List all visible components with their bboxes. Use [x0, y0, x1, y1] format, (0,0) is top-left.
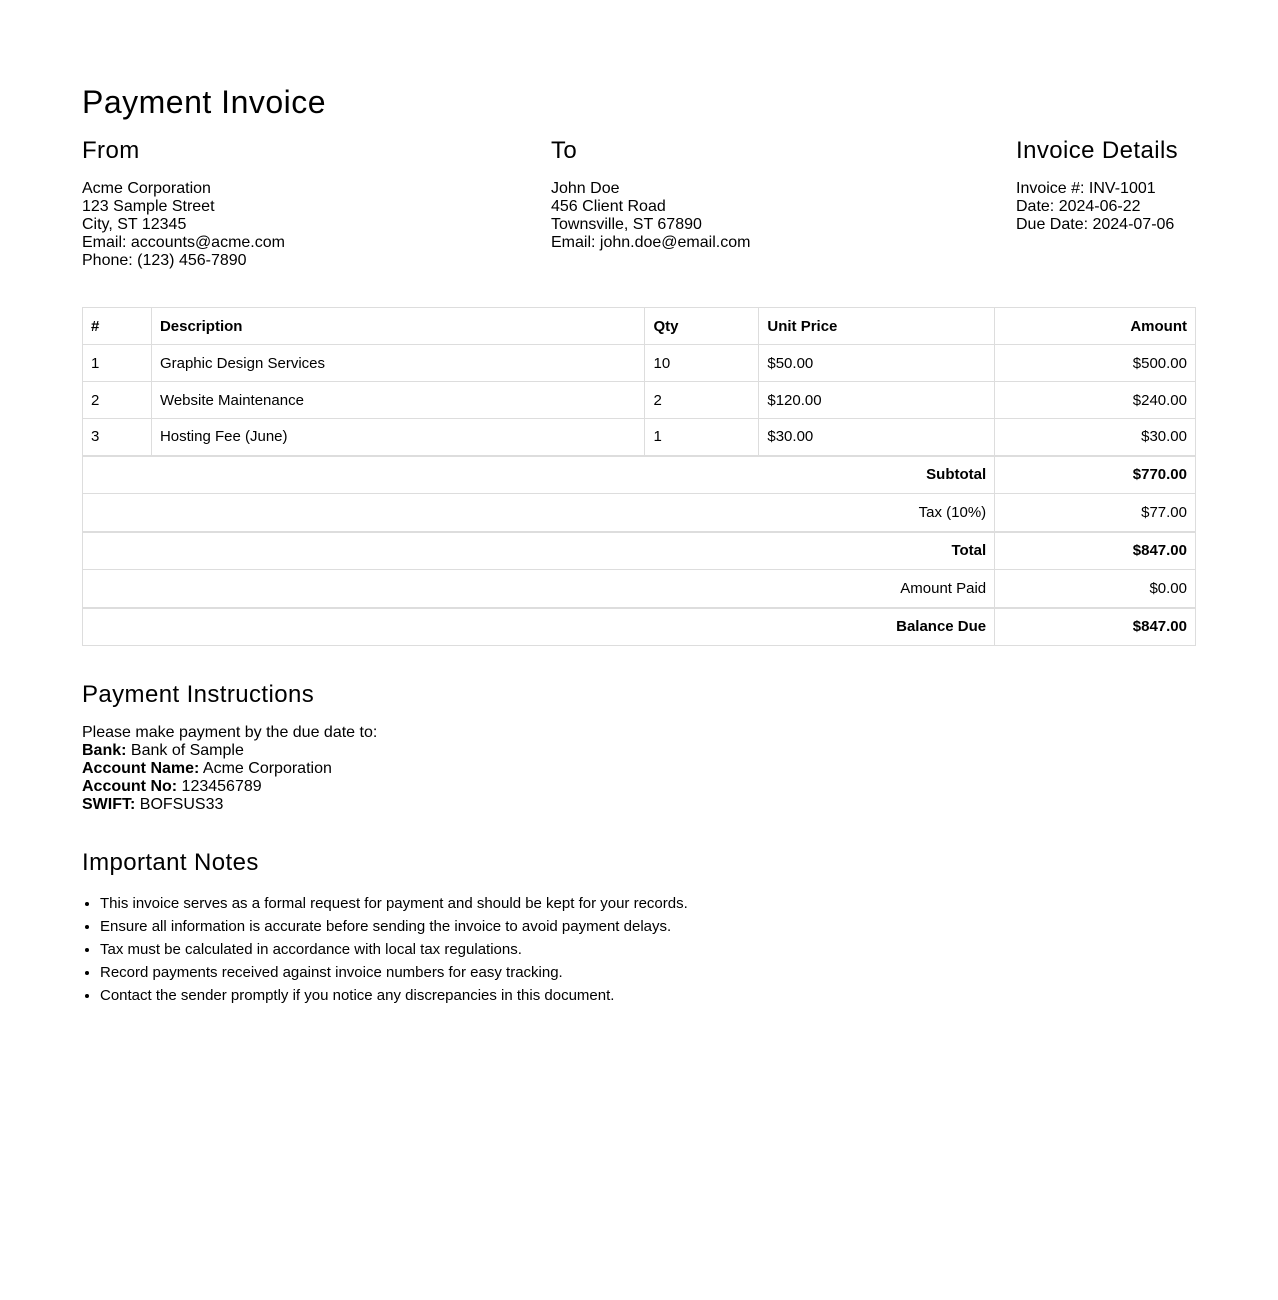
list-item: • Tax must be calculated in accordance with local tax regulations.	[100, 938, 688, 961]
account-name-value: Acme Corporation	[199, 760, 332, 777]
subtotal-value: $770.00	[995, 456, 1196, 494]
list-item: • Contact the sender promptly if you notice any discrepancies in this document.	[100, 984, 688, 1007]
from-block	[82, 136, 285, 270]
to-street: 456 Client Road	[551, 198, 666, 215]
header-num: #	[83, 308, 152, 345]
invoice-details-lines	[1016, 180, 1178, 234]
row-qty: 1	[645, 419, 759, 456]
total-value: $847.00	[995, 532, 1196, 570]
row-qty: 10	[645, 345, 759, 382]
row-amount: $240.00	[995, 382, 1196, 419]
notes-list	[82, 892, 688, 1007]
from-name: Acme Corporation	[82, 180, 211, 197]
invoice-date: Date: 2024-06-22	[1016, 198, 1141, 215]
bank-value: Bank of Sample	[126, 742, 244, 759]
row-num: 1	[83, 345, 152, 382]
header-amount: Amount	[995, 308, 1196, 345]
account-name-label: Account Name:	[82, 760, 200, 777]
account-no-label: Account No:	[82, 778, 178, 795]
amount-paid-row	[83, 570, 1196, 608]
row-amount: $500.00	[995, 345, 1196, 382]
to-heading: To	[551, 137, 578, 164]
parties-section	[82, 136, 1196, 276]
header-qty: Qty	[645, 308, 759, 345]
tax-label: Tax (10%)	[83, 494, 995, 532]
balance-due-row	[83, 608, 1196, 646]
to-city: Townsville, ST 67890	[551, 216, 702, 233]
from-email: Email: accounts@acme.com	[82, 234, 285, 251]
payment-instructions-heading: Payment Instructions	[82, 681, 315, 708]
bank-line	[82, 742, 377, 760]
subtotal-row	[83, 456, 1196, 494]
tax-value: $77.00	[995, 494, 1196, 532]
swift-label: SWIFT:	[82, 796, 136, 813]
row-description: Graphic Design Services	[151, 345, 645, 382]
header-unit-price: Unit Price	[759, 308, 995, 345]
header-description: Description	[151, 308, 645, 345]
amount-paid-value: $0.00	[995, 570, 1196, 608]
invoice-number: Invoice #: INV-1001	[1016, 180, 1156, 197]
table-row	[83, 345, 1196, 382]
payment-instructions-section	[82, 680, 377, 814]
to-block	[551, 136, 750, 252]
total-row	[83, 532, 1196, 570]
to-name: John Doe	[551, 180, 620, 197]
subtotal-label: Subtotal	[83, 456, 995, 494]
line-items-table	[82, 307, 1196, 646]
to-email: Email: john.doe@email.com	[551, 234, 751, 251]
row-unit-price: $120.00	[759, 382, 995, 419]
from-heading: From	[82, 137, 140, 164]
table-row	[83, 419, 1196, 456]
row-num: 2	[83, 382, 152, 419]
invoice-details-heading: Invoice Details	[1016, 137, 1179, 164]
row-unit-price: $50.00	[759, 345, 995, 382]
row-description: Hosting Fee (June)	[151, 419, 645, 456]
total-label: Total	[83, 532, 995, 570]
important-notes-heading: Important Notes	[82, 849, 259, 876]
from-address	[82, 180, 285, 270]
invoice-details-block	[1016, 136, 1178, 234]
from-street: 123 Sample Street	[82, 198, 215, 215]
table-header-row	[83, 308, 1196, 345]
important-notes-section	[82, 848, 688, 1007]
to-address	[551, 180, 750, 252]
balance-due-label: Balance Due	[83, 608, 995, 646]
list-item: • Record payments received against invoice numbers for easy tracking.	[100, 961, 688, 984]
swift-value: BOFSUS33	[135, 796, 224, 813]
row-amount: $30.00	[995, 419, 1196, 456]
amount-paid-label: Amount Paid	[83, 570, 995, 608]
account-name-line	[82, 760, 377, 778]
balance-due-value: $847.00	[995, 608, 1196, 646]
account-no-value: 123456789	[177, 778, 262, 795]
row-unit-price: $30.00	[759, 419, 995, 456]
list-item: • This invoice serves as a formal request for payment and should be kept for your records.	[100, 892, 688, 915]
tax-row	[83, 494, 1196, 532]
row-qty: 2	[645, 382, 759, 419]
list-item: • Ensure all information is accurate before sending the invoice to avoid payment delays.	[100, 915, 688, 938]
invoice-due-date: Due Date: 2024-07-06	[1016, 216, 1175, 233]
account-no-line	[82, 778, 377, 796]
table-row	[83, 382, 1196, 419]
swift-line	[82, 796, 377, 814]
from-phone: Phone: (123) 456-7890	[82, 252, 247, 269]
bank-label: Bank:	[82, 742, 127, 759]
row-num: 3	[83, 419, 152, 456]
payment-instructions-body	[82, 724, 377, 814]
payment-intro: Please make payment by the due date to:	[82, 724, 378, 741]
page-title: Payment Invoice	[82, 84, 327, 120]
row-description: Website Maintenance	[151, 382, 645, 419]
from-city: City, ST 12345	[82, 216, 187, 233]
